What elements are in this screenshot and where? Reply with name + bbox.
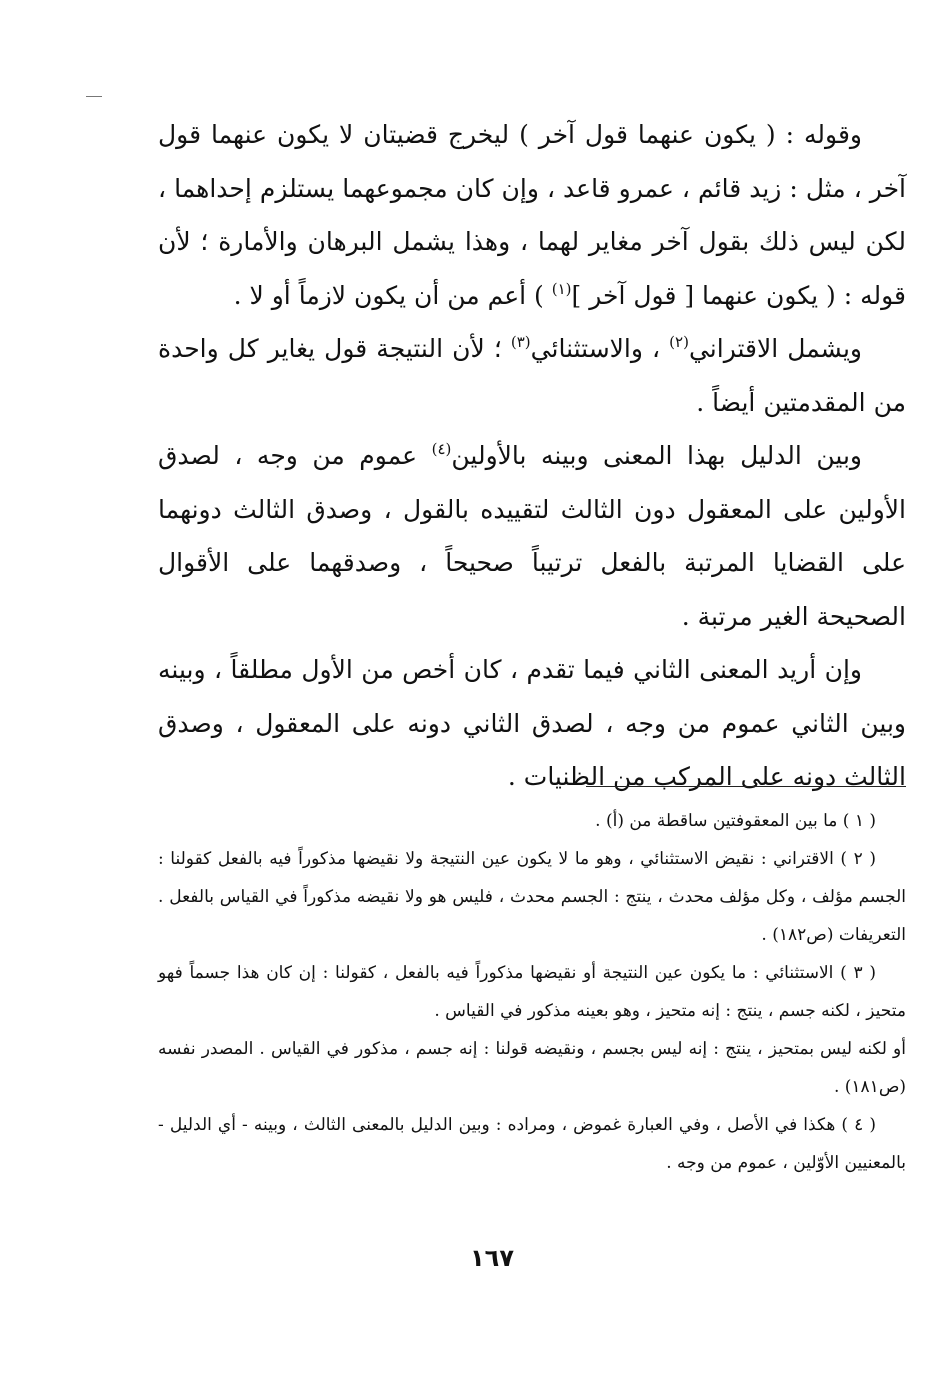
- footnote-3-continued: أو لكنه ليس بمتحيز ، ينتج : إنه ليس بجسم ، ونقيضه قولنا : إنه جسم ، مذكور في القياس . المصدر نفسه (ص١٨١) .: [158, 1039, 906, 1097]
- footnote-ref-4[interactable]: (٤): [431, 440, 452, 458]
- corner-mark: [86, 96, 102, 97]
- paragraph-3: وبين الدليل بهذا المعنى وبينه بالأولين$^{(٤)}$ عموم من وجه ، لصدق الأولين على المعقول دون الثالث لتقييده بالقول ، وصدق الثالث دونهما على القضايا المرتبة بالفعل ترتيباً صحيحاً ، وصدقهما على الأقوال الصحيحة الغير مرتبة .: [158, 440, 906, 631]
- footnotes: [158, 802, 906, 1182]
- footnote-ref-2[interactable]: (٢): [669, 333, 689, 351]
- paragraph-1: وقوله : ( يكون عنهما قول آخر ) ليخرج قضيتان لا يكون عنهما قول آخر ، مثل : زيد قائم ، عمرو قاعد ، وإن كان مجموعهما يستلزم إحداهما ، لكن ليس ذلك بقول آخر مغاير لهما ، وهذا يشمل البرهان والأمارة ؛ لأن قوله : ( يكون عنهما [ قول آخر ]$^{(١)}$ ) أعم من أن يكون لازماً أو لا .: [158, 120, 906, 310]
- main-text: [158, 108, 906, 804]
- footnote-divider: [586, 786, 906, 787]
- page-number: ١٦٧: [470, 1244, 514, 1272]
- paragraph-2: ويشمل الاقتراني$^{(٢)}$ ، والاستثنائي$^{(٣)}$ ؛ لأن النتيجة قول يغاير كل واحدة من المقدمتين أيضاً .: [158, 333, 906, 417]
- footnote-3: ( ٣ ) الاستثنائي : ما يكون عين النتيجة أو نقيضها مذكوراً فيه بالفعل ، كقولنا : إن كان هذا جسماً فهو متحيز ، لكنه جسم ، ينتج : إنه متحيز ، وهو بعينه مذكور في القياس .: [158, 963, 906, 1021]
- footnote-ref-3[interactable]: (٣): [510, 333, 531, 351]
- paragraph-4: وإن أريد المعنى الثاني فيما تقدم ، كان أخص من الأول مطلقاً ، وبينه وبين الثاني عموم من وجه ، لصدق الثاني دونه على المعقول ، وصدق الثالث دونه على المركب من الظنيات .: [158, 655, 906, 791]
- footnote-1: ( ١ ) ما بين المعقوفتين ساقطة من (أ) .: [595, 811, 876, 831]
- footnote-4: ( ٤ ) هكذا في الأصل ، وفي العبارة غموض ، ومراده : وبين الدليل بالمعنى الثالث ، وبينه - أي الدليل - بالمعنيين الأوّلين ، عموم من وجه .: [158, 1115, 906, 1173]
- footnote-ref-1[interactable]: (١): [551, 279, 572, 298]
- footnote-2: ( ٢ ) الاقتراني : نقيض الاستثنائي ، وهو ما لا يكون عين النتيجة ولا نقيضها مذكوراً فيه بالفعل كقولنا : الجسم مؤلف ، وكل مؤلف محدث ، ينتج : الجسم محدث ، فليس هو ولا نقيضه مذكوراً في القياس بالفعل . التعريفات (ص١٨٢) .: [158, 849, 906, 945]
